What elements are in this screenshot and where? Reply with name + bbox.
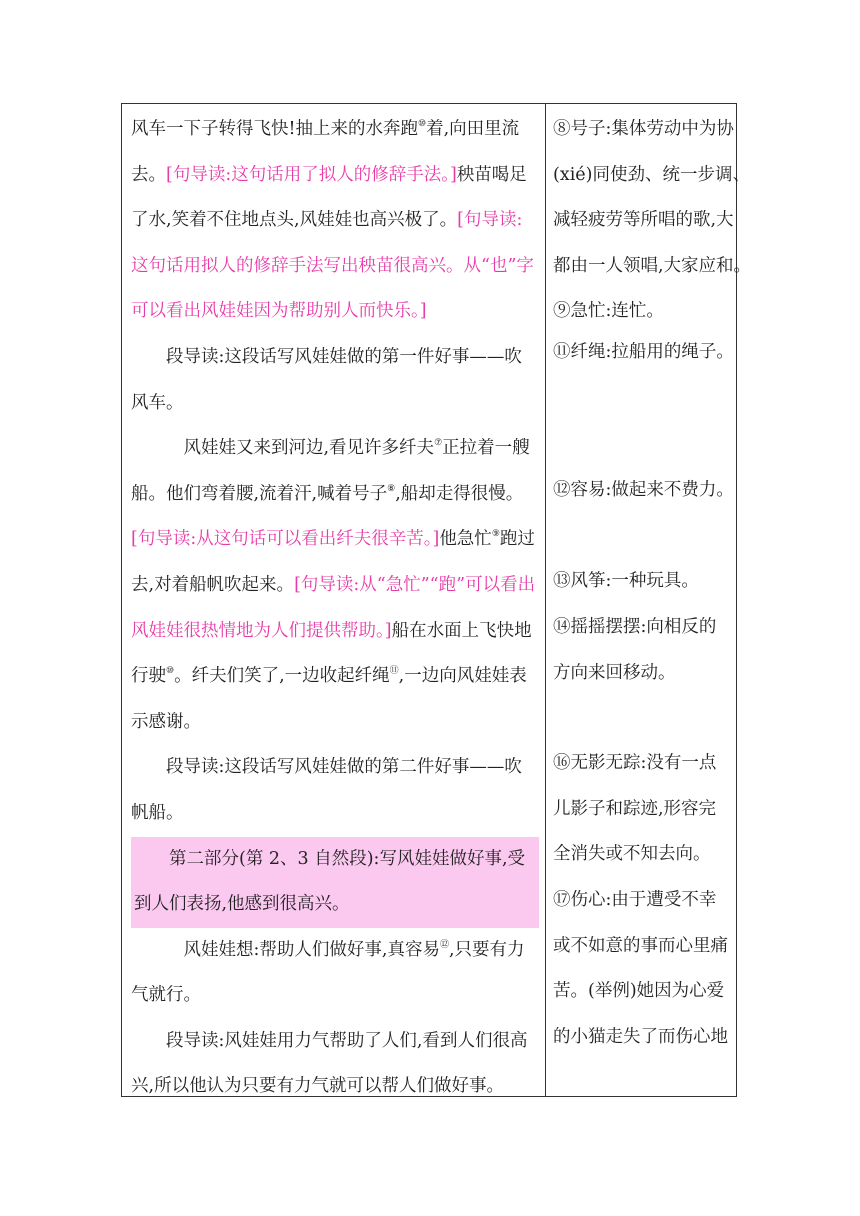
note-line: ⑭摇摇摆摆:向相反的 bbox=[553, 617, 717, 637]
footnote-ref: ⑩ bbox=[166, 666, 175, 677]
footnote-ref: ⑨ bbox=[491, 529, 500, 540]
note-yaoyaobaibai bbox=[553, 605, 738, 696]
paragraph-guide: 段导读:风娃娃用力气帮助了人们,看到人们很高兴,所以他认为只要有力气就可以帮人们做好事。 bbox=[131, 1030, 528, 1097]
note-line: ⑬风筝:一种玩具。 bbox=[553, 571, 699, 591]
sentence-guide: [句导读:从这句话可以看出纤夫很辛苦。] bbox=[131, 529, 440, 550]
text: 。纤夫们笑了,一边收起纤绳 bbox=[174, 666, 390, 687]
paragraph-sailboat bbox=[131, 426, 539, 745]
main-text-column bbox=[131, 107, 539, 1110]
text: 秧苗喝足了水,笑着不住地点头,风娃娃也高兴极了。 bbox=[131, 164, 527, 231]
text: ,船却走得很慢。 bbox=[395, 483, 524, 504]
text: 船在水面上飞快地行驶 bbox=[131, 620, 532, 687]
sentence-guide: [句导读:这句话用拟人的修辞手法写出秧苗很高兴。从“也”字可以看出风娃娃因为帮助别人而快乐。] bbox=[131, 210, 534, 322]
column-divider bbox=[545, 103, 546, 1097]
section-summary-box: 第二部分(第 2、3 自然段):写风娃娃做好事,受到人们表扬,他感到很高兴。 bbox=[131, 837, 539, 928]
footnote-ref: ⑦ bbox=[434, 438, 443, 449]
footnote-ref: ⑩ bbox=[418, 119, 427, 129]
text: 跑过去,对着船帆吹起来。 bbox=[131, 529, 535, 595]
paragraph-guide: 段导读:这段话写风娃娃做的第一件好事——吹风车。 bbox=[131, 346, 522, 413]
text: 风车一下子转得飞快!抽上来的水奔跑 bbox=[131, 119, 419, 139]
note-line: 都由一人领唱,大家应和。 bbox=[553, 255, 752, 276]
paragraph-thought bbox=[131, 928, 539, 1019]
note-fengzheng bbox=[553, 559, 738, 605]
note-line: 全消失或不知去向。 bbox=[553, 844, 711, 865]
note-line: ⑨急忙:连忙。 bbox=[553, 301, 664, 321]
footnote-ref: ⑪ bbox=[389, 666, 399, 677]
text: 正拉着一艘船。他们弯着腰,流着汗,喊着号子 bbox=[131, 438, 530, 504]
note-line: ⑯无影无踪:没有一点 bbox=[553, 753, 717, 773]
text: 风娃娃想:帮助人们做好事,真容易 bbox=[183, 939, 440, 960]
footnote-ref: ⑫ bbox=[439, 939, 449, 950]
text: ,只要有力气就行。 bbox=[131, 939, 525, 1006]
note-line: ⑧号子:集体劳动中为协 bbox=[553, 119, 734, 139]
note-haozi bbox=[553, 107, 752, 289]
note-shangxin bbox=[553, 878, 738, 1060]
note-line: ⑰伤心:由于遭受不幸 bbox=[553, 890, 717, 910]
note-line: 或不如意的事而心里痛 bbox=[553, 935, 728, 956]
text: 风娃娃又来到河边,看见许多纤夫 bbox=[183, 438, 435, 459]
paragraph-guide: 段导读:这段话写风娃娃做的第二件好事——吹帆船。 bbox=[131, 757, 522, 823]
note-line: ⑫容易:做起来不费力。 bbox=[553, 480, 734, 500]
note-line: 方向来回移动。 bbox=[553, 662, 676, 683]
text: 着,向田里流去。 bbox=[131, 119, 520, 185]
note-rongyi bbox=[553, 468, 738, 514]
note-line: 减轻疲劳等所唱的歌,大 bbox=[553, 210, 734, 231]
note-line: 苦。(举例)她因为心爱 bbox=[553, 981, 725, 1002]
note-line: 的小猫走失了而伤心地 bbox=[553, 1026, 728, 1047]
note-line: 儿影子和踪迹,形容完 bbox=[553, 798, 717, 819]
footnote-ref: ⑧ bbox=[387, 483, 396, 494]
sentence-guide: [句导读:从“急忙”“跑”可以看出风娃娃很热情地为人们提供帮助。] bbox=[131, 574, 536, 641]
note-line: (xié)同使劲、统一步调、 bbox=[553, 164, 750, 185]
text: 他急忙 bbox=[439, 529, 492, 550]
note-qiansheng bbox=[553, 330, 738, 376]
text: ,一边向风娃娃表示感谢。 bbox=[131, 666, 527, 732]
note-jimang bbox=[553, 289, 738, 335]
note-line: ⑪纤绳:拉船用的绳子。 bbox=[553, 342, 734, 362]
sentence-guide: [句导读:这句话用了拟人的修辞手法。] bbox=[166, 164, 457, 185]
paragraph-windmill bbox=[131, 107, 539, 335]
note-wuyingwuzong bbox=[553, 741, 738, 878]
